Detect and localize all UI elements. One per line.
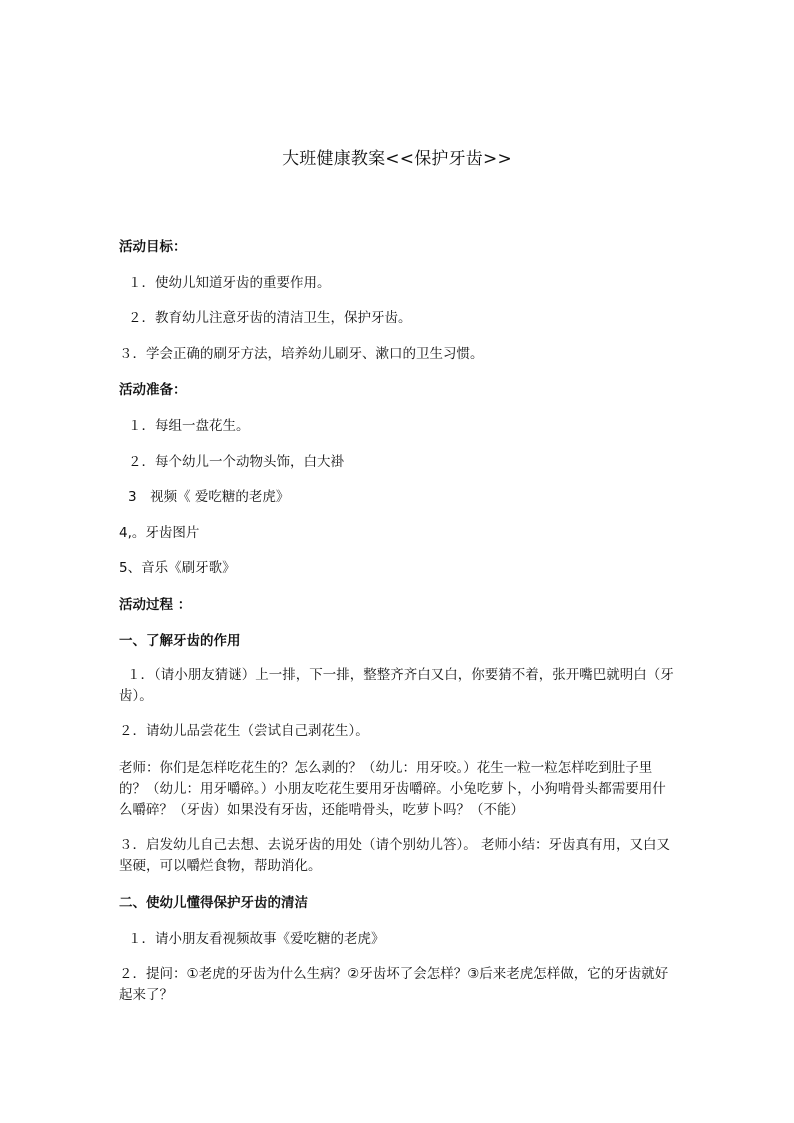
part2-paragraph-2: ２．提问：①老虎的牙齿为什么生病？②牙齿坏了会怎样？③后来老虎怎样做，它的牙齿就好起来了？ [119, 966, 669, 1003]
goal-item-2: ２．教育幼儿注意牙齿的清洁卫生，保护牙齿。 [128, 310, 412, 326]
part1-heading: 一、了解牙齿的作用 [119, 633, 241, 649]
prep-item-1: １．每组一盘花生。 [128, 418, 250, 434]
part1-paragraph-4: ３．启发幼儿自己去想、去说牙齿的用处（请个别幼儿答）。 老师小结：牙齿真有用，又白又坚硬，可以嚼烂食物，帮助消化。 [119, 837, 671, 874]
goal-item-1: １．使幼儿知道牙齿的重要作用。 [128, 275, 331, 291]
prep-heading: 活动准备： [119, 382, 187, 398]
prep-item-4: 4,。牙齿图片 [119, 525, 200, 541]
part2-paragraph-1: １．请小朋友看视频故事《爱吃糖的老虎》 [128, 931, 385, 947]
part1-paragraph-2: ２．请幼儿品尝花生（尝试自己剥花生）。 [119, 723, 369, 739]
page-title: 大班健康教案<<保护牙齿>> [282, 149, 512, 169]
prep-item-5: 5、音乐《刷牙歌》 [119, 560, 236, 576]
part1-paragraph-1: １．（请小朋友猜谜）上一排，下一排，整整齐齐白又白，你要猜不着，张开嘴巴就明白（牙齿）。 [119, 667, 674, 704]
process-heading: 活动过程 ： [119, 597, 192, 613]
prep-item-2: ２．每个幼儿一个动物头饰，白大褂 [128, 454, 344, 470]
goal-item-3: ３．学会正确的刷牙方法，培养幼儿刷牙、漱口的卫生习惯。 [119, 346, 484, 362]
prep-item-3: 3 视频《 爱吃糖的老虎》 [128, 489, 290, 505]
part1-paragraph-3: 老师：你们是怎样吃花生的？怎么剥的？（幼儿：用牙咬。）花生一粒一粒怎样吃到肚子里的？（幼儿：用牙嚼碎。）小朋友吃花生要用牙齿嚼碎。小兔吃萝卜，小狗啃骨头都需要用什么嚼碎？（牙齿）如果没有牙齿，还能啃骨头，吃萝卜吗？（不能） [119, 760, 666, 818]
goals-heading: 活动目标： [119, 239, 187, 255]
part2-heading: 二、使幼儿懂得保护牙齿的清洁 [119, 895, 308, 911]
